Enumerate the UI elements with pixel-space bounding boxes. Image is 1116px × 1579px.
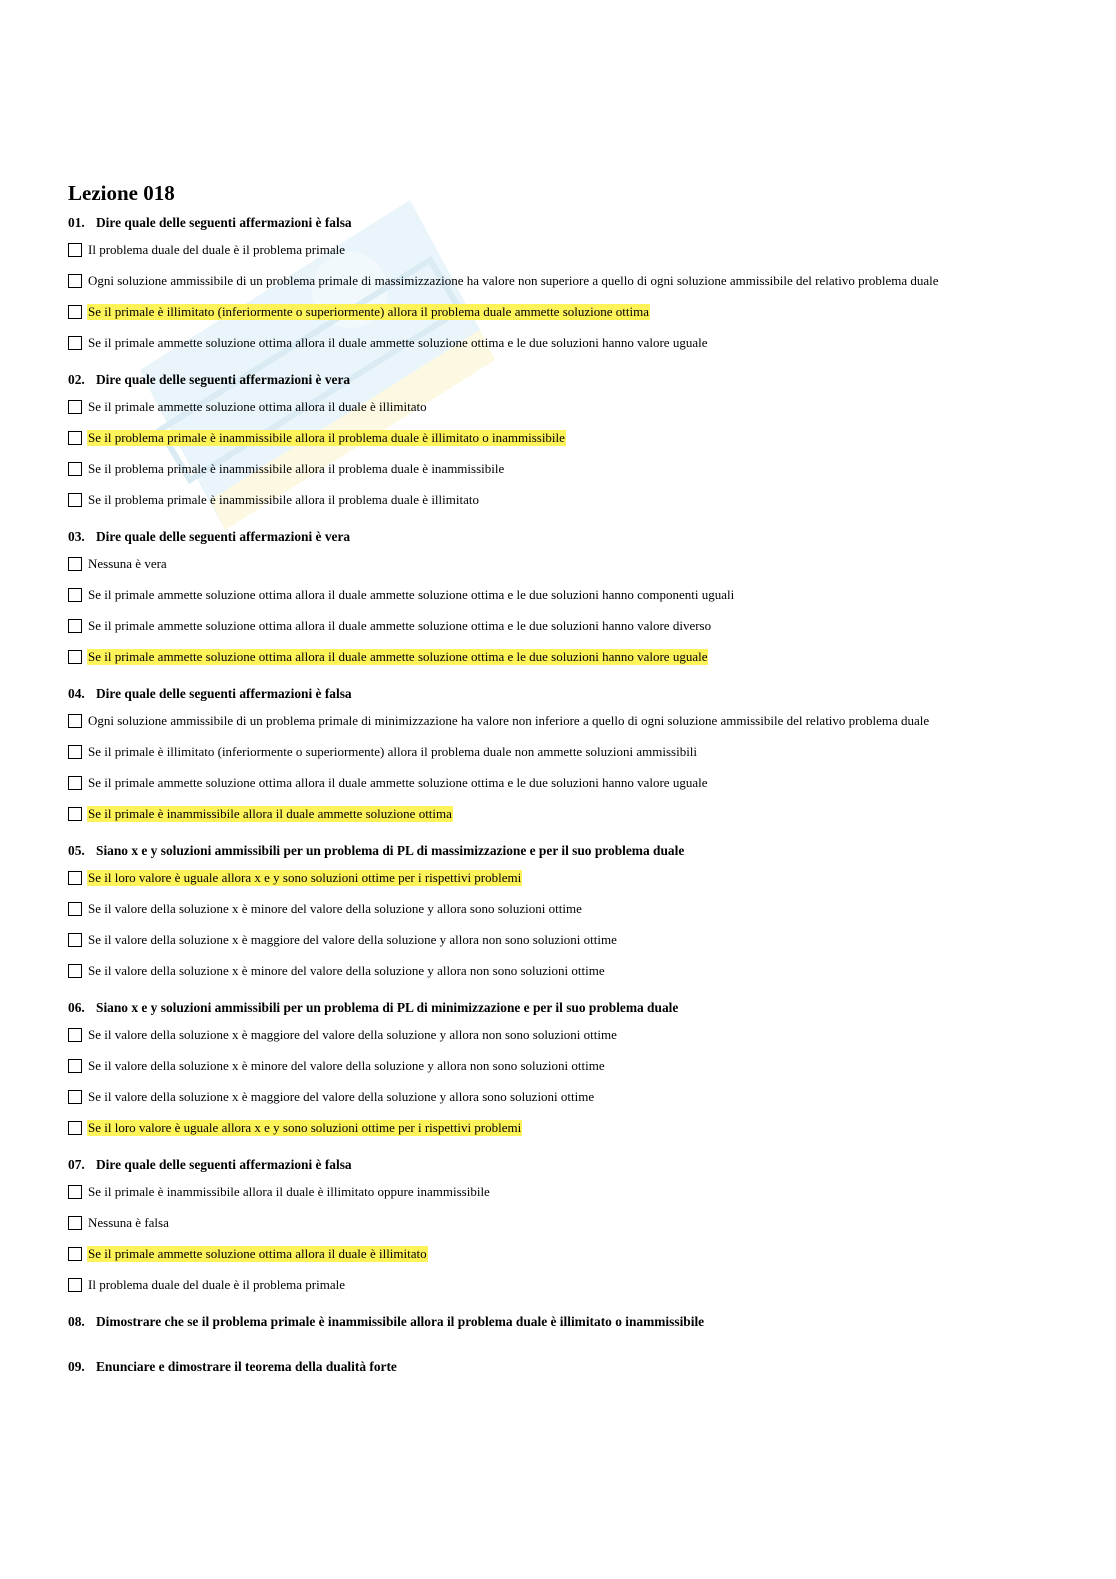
checkbox-icon[interactable] xyxy=(68,400,82,414)
question-text: Dire quale delle seguenti affermazioni è falsa xyxy=(96,1157,352,1172)
question-heading xyxy=(68,999,1058,1019)
answer-option[interactable] xyxy=(68,767,1058,798)
open-question-list xyxy=(68,1313,1058,1378)
document-page xyxy=(68,178,1058,1403)
answer-text: Se il valore della soluzione x è maggiore del valore della soluzione y allora sono soluzioni ottime xyxy=(88,1088,595,1104)
answer-text: Se il valore della soluzione x è minore del valore della soluzione y allora sono soluzioni ottime xyxy=(88,900,582,916)
answer-text: Il problema duale del duale è il problema primale xyxy=(88,1276,346,1292)
answer-text-highlighted: Se il loro valore è uguale allora x e y sono soluzioni ottime per i rispettivi problemi xyxy=(88,869,522,885)
answer-option[interactable] xyxy=(68,610,1058,641)
answer-text-highlighted: Se il problema primale è inammissibile allora il problema duale è illimitato o inammissibile xyxy=(88,429,565,445)
answer-text: Ogni soluzione ammissibile di un problema primale di minimizzazione ha valore non inferiore a quello di ogni soluzione ammissibile del relativo problema duale xyxy=(88,712,930,728)
answer-text: Nessuna è vera xyxy=(88,555,167,571)
checkbox-icon[interactable] xyxy=(68,964,82,978)
question-number: 02. xyxy=(68,372,85,387)
checkbox-icon[interactable] xyxy=(68,305,82,319)
checkbox-icon[interactable] xyxy=(68,1059,82,1073)
question-text: Siano x e y soluzioni ammissibili per un problema di PL di massimizzazione e per il suo problema duale xyxy=(96,843,685,858)
answer-option[interactable] xyxy=(68,705,1058,736)
answer-option[interactable] xyxy=(68,1019,1058,1050)
question-number: 09. xyxy=(68,1359,85,1374)
checkbox-icon[interactable] xyxy=(68,1247,82,1261)
answer-text: Ogni soluzione ammissibile di un problema primale di massimizzazione ha valore non superiore a quello di ogni soluzione ammissibile del relativo problema duale xyxy=(88,272,939,288)
question-heading xyxy=(68,371,1058,391)
question-text: Siano x e y soluzioni ammissibili per un problema di PL di minimizzazione e per il suo problema duale xyxy=(96,1000,679,1015)
lesson-title: Lezione 018 xyxy=(68,181,175,205)
question-text: Dire quale delle seguenti affermazioni è vera xyxy=(96,372,351,387)
checkbox-icon[interactable] xyxy=(68,1028,82,1042)
answer-text: Se il valore della soluzione x è maggiore del valore della soluzione y allora non sono soluzioni ottime xyxy=(88,931,617,947)
checkbox-icon[interactable] xyxy=(68,871,82,885)
question-block xyxy=(68,1156,1058,1300)
checkbox-icon[interactable] xyxy=(68,243,82,257)
question-text: Dire quale delle seguenti affermazioni è falsa xyxy=(96,215,352,230)
checkbox-icon[interactable] xyxy=(68,1121,82,1135)
question-block xyxy=(68,842,1058,986)
question-block xyxy=(68,214,1058,358)
answer-text: Se il primale è illimitato (inferiormente o superiormente) allora il problema duale non ammette soluzioni ammissibili xyxy=(88,743,698,759)
answer-option[interactable] xyxy=(68,1081,1058,1112)
question-heading xyxy=(68,1313,1058,1333)
question-number: 08. xyxy=(68,1314,85,1329)
checkbox-icon[interactable] xyxy=(68,1216,82,1230)
answer-option[interactable] xyxy=(68,579,1058,610)
answer-text: Se il primale ammette soluzione ottima allora il duale ammette soluzione ottima e le due soluzioni hanno valore uguale xyxy=(88,774,708,790)
answer-text: Se il primale è inammissibile allora il duale è illimitato oppure inammissibile xyxy=(88,1183,490,1199)
question-heading xyxy=(68,842,1058,862)
question-text: Enunciare e dimostrare il teorema della dualità forte xyxy=(96,1359,397,1374)
question-number: 06. xyxy=(68,1000,85,1015)
question-text: Dire quale delle seguenti affermazioni è vera xyxy=(96,529,351,544)
answer-option[interactable] xyxy=(68,1269,1058,1300)
checkbox-icon[interactable] xyxy=(68,619,82,633)
question-block xyxy=(68,999,1058,1143)
answer-text: Se il valore della soluzione x è minore del valore della soluzione y allora non sono soluzioni ottime xyxy=(88,962,605,978)
answer-option[interactable] xyxy=(68,234,1058,265)
answer-text: Il problema duale del duale è il problema primale xyxy=(88,241,346,257)
answer-text: Nessuna è falsa xyxy=(88,1214,169,1230)
question-list xyxy=(68,214,1058,1300)
checkbox-icon[interactable] xyxy=(68,776,82,790)
open-question-block xyxy=(68,1358,1058,1378)
answer-text: Se il primale ammette soluzione ottima allora il duale ammette soluzione ottima e le due soluzioni hanno valore diverso xyxy=(88,617,712,633)
answer-text: Se il valore della soluzione x è maggiore del valore della soluzione y allora non sono soluzioni ottime xyxy=(88,1026,617,1042)
answer-text: Se il valore della soluzione x è minore del valore della soluzione y allora non sono soluzioni ottime xyxy=(88,1057,605,1073)
answer-option[interactable] xyxy=(68,548,1058,579)
checkbox-icon[interactable] xyxy=(68,588,82,602)
checkbox-icon[interactable] xyxy=(68,1090,82,1104)
question-text: Dire quale delle seguenti affermazioni è falsa xyxy=(96,686,352,701)
checkbox-icon[interactable] xyxy=(68,274,82,288)
answer-option[interactable] xyxy=(68,924,1058,955)
answer-option[interactable] xyxy=(68,422,1058,453)
checkbox-icon[interactable] xyxy=(68,902,82,916)
answer-text: Se il primale ammette soluzione ottima allora il duale è illimitato xyxy=(88,398,427,414)
checkbox-icon[interactable] xyxy=(68,745,82,759)
question-block xyxy=(68,685,1058,829)
checkbox-icon[interactable] xyxy=(68,1278,82,1292)
answer-text: Se il primale ammette soluzione ottima allora il duale ammette soluzione ottima e le due soluzioni hanno componenti uguali xyxy=(88,586,735,602)
answer-option[interactable] xyxy=(68,1050,1058,1081)
checkbox-icon[interactable] xyxy=(68,714,82,728)
answer-option[interactable] xyxy=(68,893,1058,924)
answer-text-highlighted: Se il primale ammette soluzione ottima allora il duale ammette soluzione ottima e le due soluzioni hanno valore uguale xyxy=(88,648,708,664)
answer-option[interactable] xyxy=(68,327,1058,358)
answer-option[interactable] xyxy=(68,955,1058,986)
question-block xyxy=(68,528,1058,672)
answer-text-highlighted: Se il primale ammette soluzione ottima allora il duale è illimitato xyxy=(88,1245,427,1261)
question-number: 07. xyxy=(68,1157,85,1172)
question-heading xyxy=(68,685,1058,705)
checkbox-icon[interactable] xyxy=(68,431,82,445)
checkbox-icon[interactable] xyxy=(68,493,82,507)
answer-option[interactable] xyxy=(68,862,1058,893)
answer-option[interactable] xyxy=(68,391,1058,422)
question-heading xyxy=(68,1358,1058,1378)
question-number: 03. xyxy=(68,529,85,544)
checkbox-icon[interactable] xyxy=(68,462,82,476)
checkbox-icon[interactable] xyxy=(68,1185,82,1199)
answer-option[interactable] xyxy=(68,1176,1058,1207)
question-number: 01. xyxy=(68,215,85,230)
answer-text-highlighted: Se il loro valore è uguale allora x e y sono soluzioni ottime per i rispettivi problemi xyxy=(88,1119,522,1135)
answer-option[interactable] xyxy=(68,1207,1058,1238)
answer-text: Se il problema primale è inammissibile allora il problema duale è illimitato xyxy=(88,491,479,507)
question-heading xyxy=(68,528,1058,548)
answer-option[interactable] xyxy=(68,484,1058,515)
checkbox-icon[interactable] xyxy=(68,650,82,664)
answer-text-highlighted: Se il primale è illimitato (inferiormente o superiormente) allora il problema duale ammette soluzione ottima xyxy=(88,303,649,319)
answer-text-highlighted: Se il primale è inammissibile allora il duale ammette soluzione ottima xyxy=(88,805,452,821)
answer-option[interactable] xyxy=(68,1112,1058,1143)
answer-option[interactable] xyxy=(68,736,1058,767)
checkbox-icon[interactable] xyxy=(68,807,82,821)
question-heading xyxy=(68,214,1058,234)
question-block xyxy=(68,371,1058,515)
question-number: 04. xyxy=(68,686,85,701)
answer-option[interactable] xyxy=(68,641,1058,672)
question-text: Dimostrare che se il problema primale è inammissibile allora il problema duale è illimitato o inammissibile xyxy=(96,1314,705,1329)
answer-option[interactable] xyxy=(68,1238,1058,1269)
answer-option[interactable] xyxy=(68,296,1058,327)
question-heading xyxy=(68,1156,1058,1176)
answer-option[interactable] xyxy=(68,265,1058,296)
answer-text: Se il problema primale è inammissibile allora il problema duale è inammissibile xyxy=(88,460,505,476)
checkbox-icon[interactable] xyxy=(68,933,82,947)
checkbox-icon[interactable] xyxy=(68,557,82,571)
checkbox-icon[interactable] xyxy=(68,336,82,350)
question-number: 05. xyxy=(68,843,85,858)
answer-text: Se il primale ammette soluzione ottima allora il duale ammette soluzione ottima e le due soluzioni hanno valore uguale xyxy=(88,334,708,350)
open-question-block xyxy=(68,1313,1058,1333)
answer-option[interactable] xyxy=(68,798,1058,829)
answer-option[interactable] xyxy=(68,453,1058,484)
